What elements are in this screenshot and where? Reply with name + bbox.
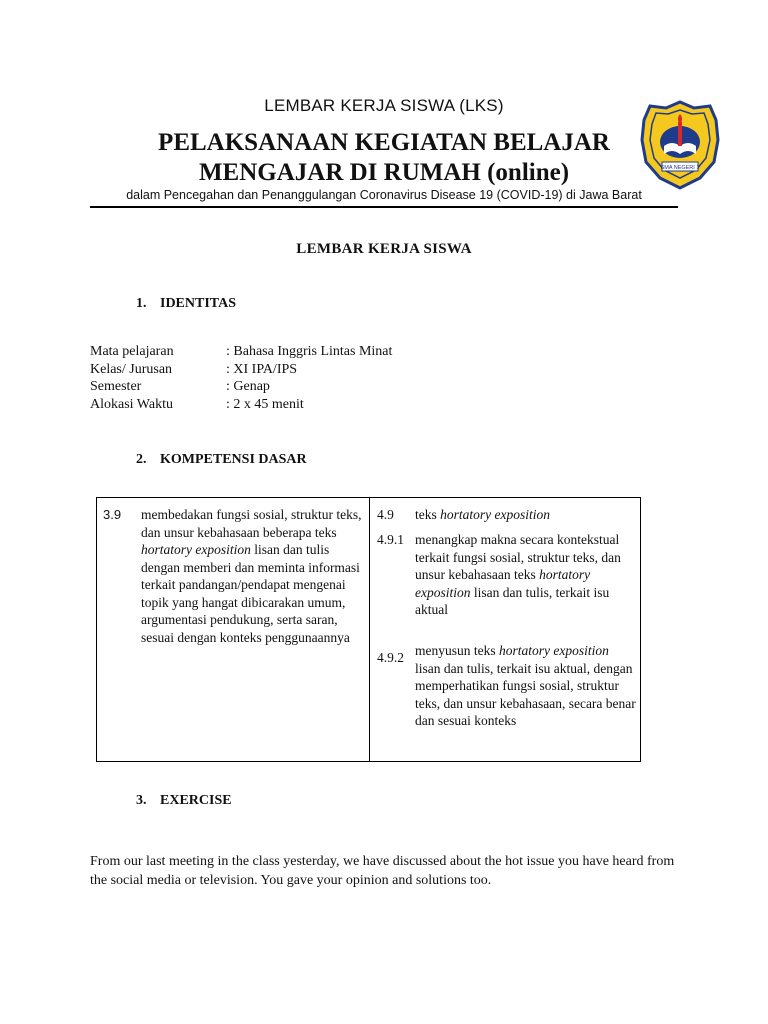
kd-text-part: membedakan fungsi sosial, struktur teks, dan unsur kebahasaan beberapa teks — [141, 507, 362, 540]
section-kompetensi-title — [136, 452, 307, 468]
section-title-text: EXERCISE — [160, 793, 232, 808]
main-title — [90, 128, 678, 188]
kd-text-part: menyusun teks — [415, 643, 499, 658]
school-crest-icon — [640, 100, 720, 190]
kd-text-part: lisan dan tulis, terkait isu aktual — [415, 584, 610, 617]
kd-code: 4.9 — [377, 507, 394, 522]
identity-row — [90, 396, 392, 414]
section-title-text: IDENTITAS — [160, 296, 236, 311]
kd-description — [141, 506, 363, 646]
section-identitas-title — [136, 296, 236, 312]
school-crest-svg — [640, 100, 720, 190]
section-heading: LEMBAR KERJA SISWA — [296, 241, 472, 257]
identity-row — [90, 378, 392, 396]
identity-table — [90, 343, 392, 413]
kompetensi-table — [96, 497, 641, 762]
section-number: 3. — [136, 793, 147, 808]
main-title-line2: MENGAJAR DI RUMAH (online) — [198, 159, 570, 186]
kd-code: 4.9.2 — [377, 650, 404, 665]
identity-value: : XI IPA/IPS — [226, 361, 297, 379]
title-divider — [90, 206, 678, 208]
identity-label: Kelas/ Jurusan — [90, 361, 173, 377]
kd-text-italic: hortatory exposition — [415, 567, 591, 600]
identity-label: Semester — [90, 379, 142, 394]
lks-header: LEMBAR KERJA SISWA (LKS) — [264, 96, 504, 115]
identity-row — [90, 361, 392, 379]
identity-label: Alokasi Waktu — [90, 396, 173, 412]
kd-text-italic: hortatory exposition — [499, 643, 609, 658]
section-number: 2. — [136, 452, 147, 467]
kd-text-italic: hortatory exposition — [440, 507, 550, 522]
kd-code: 3.9 — [103, 507, 122, 522]
kd-text-part: menangkap makna secara kontekstual terkait fungsi sosial, struktur teks, dan unsur kebahasaan teks — [415, 532, 621, 582]
identity-value: : Genap — [226, 378, 270, 396]
identity-row — [90, 343, 392, 361]
section-exercise-title — [136, 793, 232, 809]
kd-description — [415, 531, 637, 619]
exercise-paragraph: From our last meeting in the class yesterday, we have discussed about the hot issue you have heard from the social media or television. You gave your opinion and solutions too. — [90, 854, 675, 888]
crest-banner-text: SMA NEGERI 1 — [660, 165, 700, 171]
kd-text-part: lisan dan tulis, terkait isu aktual, dengan memperhatikan fungsi sosial, struktur teks, dan unsur kebahasaan, secara benar dan sesuai konteks — [415, 660, 636, 728]
identity-value: : Bahasa Inggris Lintas Minat — [226, 343, 392, 361]
kd-text-part: lisan dan tulis dengan memberi dan meminta informasi terkait pandangan/pendapat mengenai topik yang hangat dibicarakan umum, argumentasi pendukung, serta saran, sesuai dengan konteks penggunaannya — [141, 542, 360, 645]
kd-text-part: teks — [415, 507, 441, 522]
kd-code: 4.9.1 — [377, 532, 404, 547]
kd-description — [415, 506, 637, 524]
section-number: 1. — [136, 296, 147, 311]
kd-description — [415, 642, 637, 730]
main-title-line1: PELAKSANAAN KEGIATAN BELAJAR — [158, 129, 610, 156]
kd-text-italic: hortatory exposition — [141, 542, 251, 557]
table-column-divider — [369, 498, 370, 761]
identity-value: : 2 x 45 menit — [226, 396, 304, 414]
section-title-text: KOMPETENSI DASAR — [160, 452, 307, 467]
subtitle: dalam Pencegahan dan Penanggulangan Coronavirus Disease 19 (COVID-19) di Jawa Barat — [126, 188, 642, 202]
identity-label: Mata pelajaran — [90, 344, 174, 359]
